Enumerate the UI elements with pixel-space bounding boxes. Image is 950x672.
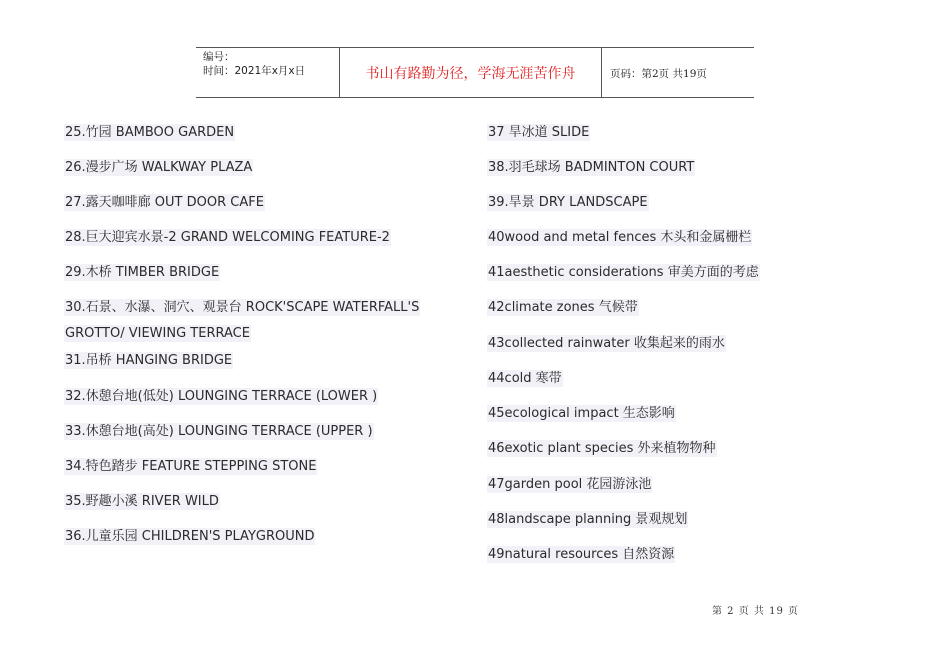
- page-header: [196, 47, 754, 98]
- list-item: 37 旱冰道 SLIDE: [488, 125, 590, 140]
- list-item: 45ecological impact 生态影响: [488, 406, 675, 421]
- header-meta-cell: [196, 48, 339, 97]
- number-label: 编号：: [203, 51, 235, 63]
- list-item: 40wood and metal fences 木头和金属栅栏: [488, 230, 752, 245]
- header-motto-cell: [339, 48, 602, 97]
- list-item: 27.露天咖啡廊 OUT DOOR CAFE: [65, 195, 264, 210]
- list-item: 26.漫步广场 WALKWAY PLAZA: [65, 160, 253, 175]
- time-label: 时间：2021年x月x日: [203, 65, 306, 77]
- list-item-continued: GROTTO/ VIEWING TERRACE: [65, 326, 250, 341]
- list-item: 35.野趣小溪 RIVER WILD: [65, 494, 219, 509]
- list-item: 43collected rainwater 收集起来的雨水: [488, 336, 725, 351]
- list-item: 46exotic plant species 外来植物物种: [488, 441, 716, 456]
- page-code: 页码：第2页 共19页: [610, 68, 707, 80]
- list-item: 30.石景、水瀑、洞穴、观景台 ROCK'SCAPE WATERFALL'S: [65, 300, 420, 315]
- motto-text: 书山有路勤为径，学海无涯苦作舟: [365, 66, 576, 82]
- page-footer: 第 2 页 共 19 页: [712, 606, 799, 617]
- list-item: 47garden pool 花园游泳池: [488, 477, 652, 492]
- list-item: 48landscape planning 景观规划: [488, 512, 688, 527]
- header-page-cell: [602, 48, 754, 97]
- list-item: 42climate zones 气候带: [488, 300, 638, 315]
- list-item: 25.竹园 BAMBOO GARDEN: [65, 125, 235, 140]
- list-item: 39.旱景 DRY LANDSCAPE: [488, 195, 648, 210]
- list-item: 38.羽毛球场 BADMINTON COURT: [488, 160, 695, 175]
- list-item: 32.休憩台地(低处) LOUNGING TERRACE (LOWER ): [65, 389, 378, 404]
- list-item: 36.儿童乐园 CHILDREN'S PLAYGROUND: [65, 529, 315, 544]
- list-item: 29.木桥 TIMBER BRIDGE: [65, 265, 220, 280]
- list-item: 41aesthetic considerations 审美方面的考虑: [488, 265, 759, 280]
- list-item: 28.巨大迎宾水景-2 GRAND WELCOMING FEATURE-2: [65, 230, 390, 245]
- list-item: 34.特色踏步 FEATURE STEPPING STONE: [65, 459, 317, 474]
- list-item: 33.休憩台地(高处) LOUNGING TERRACE (UPPER ): [65, 424, 373, 439]
- list-item: 44cold 寒带: [488, 371, 562, 386]
- list-item: 31.吊桥 HANGING BRIDGE: [65, 353, 233, 368]
- list-item: 49natural resources 自然资源: [488, 547, 675, 562]
